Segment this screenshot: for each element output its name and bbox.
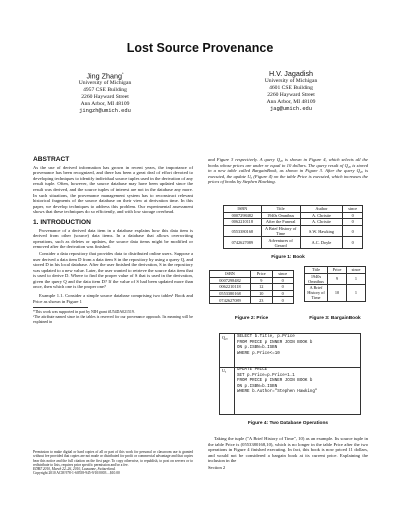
- author-addr2: 2260 Hayward Street: [267, 91, 315, 98]
- figure-1-caption: Figure 1: Book: [271, 255, 305, 260]
- author-addr1: 4957 CSE Building: [83, 87, 127, 94]
- operation-label-column: [220, 334, 235, 414]
- table-row: 0553380168 A Brief History of Time S.W. Hawking 0: [224, 225, 363, 237]
- intro-paragraph-1: Provenance of a derived data item in a database explains how this data item is derived from other (source) data items. In a database that allows overwriting operations, such as deletes or updates, the source data items might be modified or removed after the derivation was finished.: [33, 227, 193, 250]
- author-name: H.V. Jagadish: [268, 69, 314, 78]
- price-table: [209, 270, 294, 304]
- query-label: Q₂ₐ: [222, 335, 228, 340]
- figure-2-caption: Figure 2: Price: [234, 316, 269, 321]
- update-label: Uₐ: [222, 368, 227, 373]
- intro-heading: 1. INTRODUCTION: [33, 218, 91, 226]
- author-addr1: 4601 CSE Building: [269, 84, 313, 91]
- example-text: Example 1.1. Consider a simple source database comprising two tables¹ Book and Price as shown in Figure 1: [33, 293, 193, 304]
- right-bottom-text: Taking the tuple ("A Brief History of Time", 10) as an example. Its source tuple in the table Price is (0553380168,10), which is no longer in the table Price after the two operations in Figure 4 finished executing. In fact, this book is now priced 11 dollars, and would not be considered a bargain book at its current price. Explaining the inclusion in the Section 2: [208, 436, 368, 470]
- author-addr2: 2260 Hayward Street: [81, 94, 129, 101]
- query-code: SELECT b.Title, p.Price FROM PRICE p INNER JOIN BOOK b ON p.ISBN=b.ISBN WHERE p.Price<=10: [237, 335, 313, 356]
- table-row: 0007298482 9 0: [210, 277, 294, 284]
- author-name: Jing Zhang: [86, 71, 122, 81]
- left-column: [33, 157, 193, 324]
- table-header-row: ISBN Title Author since: [224, 206, 363, 213]
- author-email[interactable]: jingzh@umich.edu: [79, 108, 131, 115]
- table-header-row: ISBN Price since: [210, 271, 294, 278]
- table-row: 1940s Omnibus 9 1: [305, 273, 366, 285]
- book-table: [223, 205, 363, 249]
- table-row: A Brief History of Time 10 1: [305, 285, 366, 302]
- copyright-line: Copyright 2010 ACM 978-1-60558-945-9/10/0003 ...$10.00: [33, 471, 120, 476]
- figure-3-caption: Figure 3: BargainBook: [309, 316, 361, 321]
- footnote-1: *This work was supported in part by NIH grant #U54DA021519.: [33, 310, 135, 315]
- update-code: UPDATE PRICE SET p.Price=p.Price+1.1 FROM PRICE p INNER JOIN BOOK b ON p.ISBN=b.ISBN WHERE b.Author="Stephen Hawking": [237, 368, 318, 395]
- author-email[interactable]: jag@umich.edu: [269, 105, 313, 112]
- venue: EDBT 2010, March 22–26, 2010, Lausanne, Switzerland.: [33, 467, 116, 472]
- table-row: 0553380168 10 0: [210, 290, 294, 297]
- intro-paragraph-2: Consider a data repository that provides data to distributed online users. Suppose a user derived a data item D from a data item S in the repository by using a query Q, and stored D in his local database. After the user finished the derivation, S in the repository was updated to a new value. Later, the user wanted to retrieve the source data item that is used to derive D. Where to find the proper value of S that is used in the derivation, given the query Q and the data item D? If the value of S had been updated more than once, then which one is the proper one?: [33, 250, 193, 290]
- paper-title: Lost Source Provenance: [126, 41, 274, 55]
- right-intro-text: and Figure 3 respectively. A query Q₂ₐ is shown in Figure 4, which selects all the books whose prices are under or equal to 10 dollars. The query result of Q₂ₐ is stored in a new table called BargainBook, as shown in Figure 3. After the query Q₂ₐ is executed, the update Uₐ (Figure 4) on the table Price is executed, which increases the prices of books by Stephen Hawking.: [208, 157, 368, 185]
- bargainbook-table: [304, 266, 366, 302]
- table-row: 0742627089 Adventures of Gerard A.C. Doyle 0: [224, 237, 363, 249]
- table-row: 0007298482 1940s Omnibus A. Christie 0: [224, 212, 363, 219]
- operations-box: [219, 333, 361, 415]
- abstract-text: As the use of derived information has grown in recent years, the importance of provenance has been recognized, and there has been a great deal of effort devoted to developing techniques to identify individual source tuples used in the derivation of any result tuple. Often, however, the source database may have been updated since the result was derived, and the source tuples of interest are not in the database any more. In such situations, the provenance management system has to reconstruct relevant historical fragments of the source database on their view at derivation time. In this paper, we develop techniques to address this problem. Our experimental assessment shows that these techniques do so efficiently, and with low storage overhead.: [33, 164, 193, 215]
- author-block-1: Jing Zhang* University of Michigan 4957 CSE Building 2260 Hayward Street Ann Arbor, MI 48109 jingzh@umich.edu: [30, 69, 180, 115]
- author-org: University of Michigan: [264, 78, 318, 84]
- table-row: 0062210118 12 0: [210, 284, 294, 291]
- footnote-2: ¹The attribute named since in the tables is reserved for our provenance approach. Its meaning will be explained in: [33, 314, 193, 324]
- author-city: Ann Arbor, MI 48109: [80, 101, 130, 108]
- figure-4-caption: Figure 4: Two Database Operations: [247, 421, 329, 426]
- copyright-block: [33, 450, 193, 476]
- footnote-rule: [33, 307, 88, 308]
- table-row: 0062210118 After the Funeral A. Christie 0: [224, 219, 363, 226]
- permission-notice: Permission to make digital or hard copies of all or part of this work for personal or classroom use is granted without fee provided that copies are not made or distributed for profit or commercial advantage and that copies bear this notice and the full citation on the first page. To copy otherwise, to republish, to post on servers or to redistribute to lists, requires prior specific permission and/or a fee.: [33, 450, 193, 467]
- abstract-heading: ABSTRACT: [33, 156, 70, 163]
- author-org: University of Michigan: [78, 80, 132, 87]
- author-block-2: [216, 69, 366, 113]
- table-header-row: Title Price since: [305, 267, 366, 274]
- table-row: 0742627089 23 0: [210, 297, 294, 304]
- author-city: Ann Arbor, MI 48109: [266, 98, 316, 105]
